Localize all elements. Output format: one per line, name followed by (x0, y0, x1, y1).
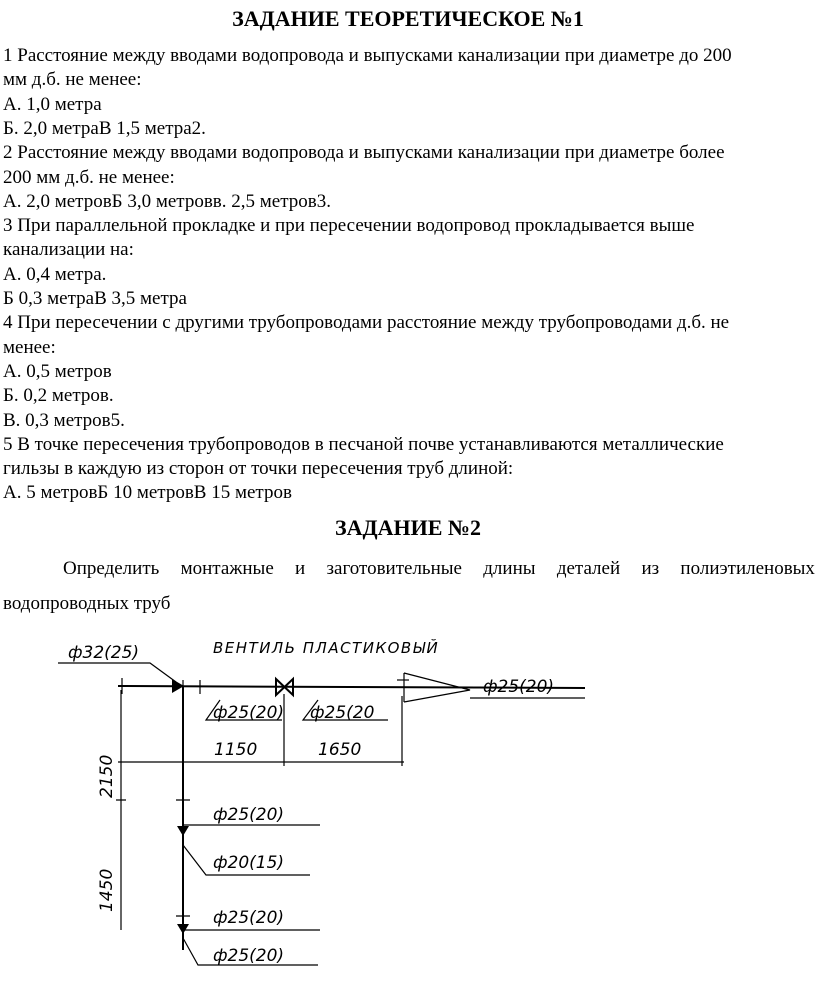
tee-marker (177, 826, 189, 836)
instruction-word: полиэтиленовых (680, 558, 815, 579)
question-line: 4 При пересечении с другими трубопроводами расстояние между трубопроводами д.б. не (3, 312, 730, 334)
question-line: 3 При параллельной прокладке и при пересечении водопровод прокладывается выше (3, 215, 695, 237)
vertical-dim-1450: 1450 (97, 868, 117, 912)
segment1-length: 1150 (214, 740, 258, 760)
task1-title: ЗАДАНИЕ ТЕОРЕТИЧЕСКОЕ №1 (232, 6, 584, 31)
question-line: 200 мм д.б. не менее: (3, 166, 175, 188)
tee-marker (177, 924, 189, 934)
question-line: менее: (3, 336, 56, 358)
valve-label: ВЕНТИЛЬ ПЛАСТИКОВЫЙ (213, 639, 440, 657)
question-line: гильзы в каждую из сторон от точки пересечения труб длиной: (3, 458, 514, 480)
question-line: канализации на: (3, 239, 134, 261)
question-line: Б. 0,2 метров. (3, 385, 114, 407)
task2-title: ЗАДАНИЕ №2 (334, 515, 482, 540)
outlet-label: ф25(20) (483, 677, 555, 697)
question-line: В. 0,3 метров5. (3, 409, 125, 431)
question-line: 5 В точке пересечения трубопроводов в песчаной почве устанавливаются металлические (3, 433, 724, 455)
instruction-word: Определить (63, 558, 160, 579)
question-line: 1 Расстояние между вводами водопровода и выпусками канализации при диаметре до 200 (3, 45, 732, 66)
segment2-diameter: ф25(20 (310, 703, 375, 723)
question-line: А. 5 метровБ 10 метровВ 15 метров (3, 482, 292, 504)
task2-instruction-line2: водопроводных труб (3, 593, 171, 614)
inlet-label: ф32(25) (68, 643, 140, 663)
instruction-word: длины (483, 558, 536, 579)
question-line: А. 1,0 метра (3, 93, 102, 115)
branch4-label: ф25(20) (213, 946, 285, 966)
segment2-length: 1650 (318, 740, 362, 760)
instruction-word: монтажные (180, 558, 274, 579)
question-line: Б 0,3 метраВ 3,5 метра (3, 288, 187, 309)
branch3-label: ф25(20) (213, 908, 285, 928)
vertical-dimension (116, 690, 126, 930)
question-line: 2 Расстояние между вводами водопровода и выпусками канализации при диаметре более (3, 142, 725, 164)
question-line: мм д.б. не менее: (3, 69, 142, 91)
vertical-dim-2150: 2150 (97, 754, 117, 798)
segment1-diameter: ф25(20) (213, 703, 285, 723)
branch2-label: ф20(15) (213, 853, 285, 873)
question-line: А. 2,0 метровБ 3,0 метровв. 2,5 метров3. (3, 190, 331, 212)
instruction-word: заготовительные (326, 558, 462, 579)
inlet-leader (58, 663, 176, 682)
question-line: А. 0,5 метров (3, 360, 112, 382)
pipe-drawing (0, 620, 816, 1000)
instruction-word: и (295, 558, 306, 579)
task2-instruction-line1 (63, 557, 815, 581)
instruction-word: из (641, 558, 660, 579)
branch1-label: ф25(20) (213, 805, 285, 825)
question-line: А. 0,4 метра. (3, 263, 107, 285)
instruction-word: деталей (556, 558, 621, 579)
question-line: Б. 2,0 метраВ 1,5 метра2. (3, 117, 206, 139)
